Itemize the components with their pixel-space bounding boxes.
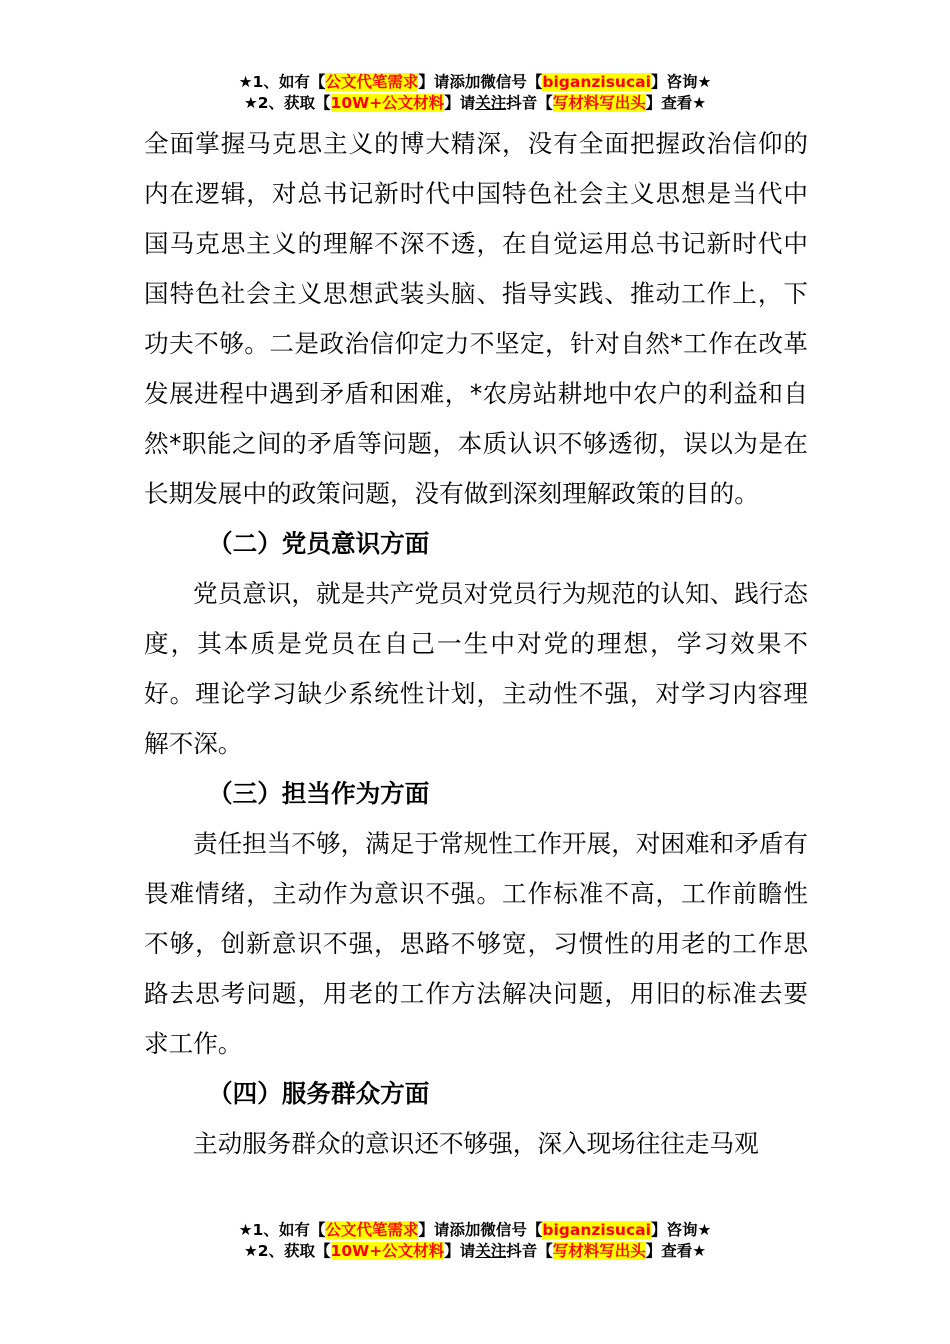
banner-text: 】查看★ [645, 1242, 707, 1260]
highlight-service: 公文代笔需求 [325, 1221, 419, 1239]
banner-line-1 [0, 1220, 950, 1241]
banner-line-2 [0, 93, 950, 114]
banner-underlined-text: 关注 [475, 94, 507, 112]
banner-text: ★2、获取【 [243, 94, 331, 112]
highlight-materials: 10W+公文材料 [330, 1242, 445, 1260]
highlight-materials: 10W+公文材料 [330, 94, 445, 112]
banner-text: 微信号【 [480, 73, 543, 91]
banner-line-1 [0, 72, 950, 93]
paragraph-2: 党员意识，就是共产党员对党员行为规范的认知、践行态度，其本质是党员在自己一生中对党的理想，学习效果不好。理论学习缺少系统性计划，主动性不强，对学习内容理解不深。 [144, 579, 808, 758]
highlight-wechat-id: biganzisucai [542, 1221, 651, 1239]
highlight-douyin: 写材料写出头 [552, 1242, 646, 1260]
banner-text: 】咨询★ [650, 1221, 712, 1239]
banner-text: ★1、如有【 [238, 1221, 326, 1239]
banner-text: 】请添加 [418, 73, 481, 91]
banner-text: 微信号【 [480, 1221, 543, 1239]
paragraph-4: 主动服务群众的意识还不够强，深入现场往往走马观 [193, 1129, 759, 1158]
banner-text: 】请 [444, 94, 476, 112]
banner-line-2 [0, 1241, 950, 1262]
section-heading-4: （四）服务群众方面 [208, 1079, 430, 1108]
paragraph-1: 全面掌握马克思主义的博大精深，没有全面把握政治信仰的内在逻辑，对总书记新时代中国特色社会主义思想是当代中国马克思主义的理解不深不透，在自觉运用总书记新时代中国特色社会主义思想武装头脑、指导实践、推动工作上，下功夫不够。二是政治信仰定力不坚定，针对自然*工作在改革发展进程中遇到矛盾和困难，*农房站耕地中农户的利益和自然*职能之间的矛盾等问题，本质认识不够透彻，误以为是在长期发展中的政策问题，没有做到深刻理解政策的目的。 [144, 129, 808, 508]
banner-text: ★2、获取【 [243, 1242, 331, 1260]
paragraph-3: 责任担当不够，满足于常规性工作开展，对困难和矛盾有畏难情绪，主动作为意识不强。工作标准不高，工作前瞻性不够，创新意识不强，思路不够宽，习惯性的用老的工作思路去思考问题，用老的工作方法解决问题，用旧的标准去要求工作。 [144, 829, 808, 1058]
section-heading-3: （三）担当作为方面 [208, 779, 430, 808]
banner-text: ★1、如有【 [238, 73, 326, 91]
bottom-banner [0, 1220, 950, 1262]
section-heading-2: （二）党员意识方面 [208, 529, 430, 558]
banner-text: 抖音【 [506, 94, 553, 112]
banner-text: 】请 [444, 1242, 476, 1260]
banner-text: 】咨询★ [650, 73, 712, 91]
document-body [144, 119, 808, 1169]
banner-underlined-text: 关注 [475, 1242, 507, 1260]
banner-text: 】请添加 [418, 1221, 481, 1239]
highlight-douyin: 写材料写出头 [552, 94, 646, 112]
banner-text: 】查看★ [645, 94, 707, 112]
highlight-wechat-id: biganzisucai [542, 73, 651, 91]
banner-text: 抖音【 [506, 1242, 553, 1260]
highlight-service: 公文代笔需求 [325, 73, 419, 91]
top-banner [0, 72, 950, 114]
